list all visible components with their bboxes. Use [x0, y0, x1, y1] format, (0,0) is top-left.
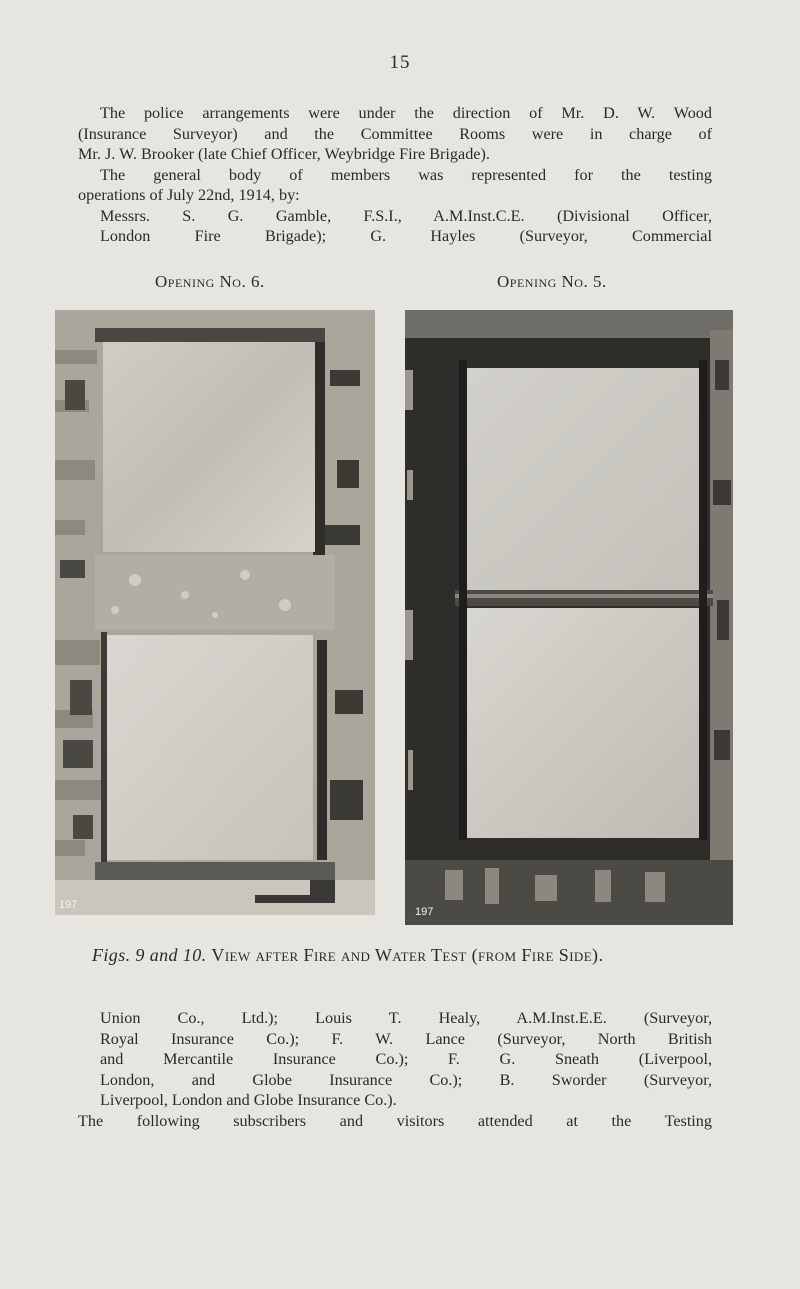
paragraph-3-line-2: London Fire Brigade); G. Hayles (Surveyor, Commercial: [100, 227, 712, 245]
left-plate-number: 197: [59, 899, 78, 911]
right-plate-number: 197: [415, 906, 434, 918]
paragraph-5-line-1: The following subscribers and visitors attended at the Testing: [78, 1111, 712, 1130]
paragraph-1-line-2: (Insurance Surveyor) and the Committee Rooms were in charge of: [78, 124, 712, 143]
paragraph-4-line-3: and Mercantile Insurance Co.); F. G. Sneath (Liverpool,: [100, 1050, 712, 1068]
paragraph-4-line-2: Royal Insurance Co.); F. W. Lance (Surveyor, North British: [100, 1029, 712, 1048]
paragraph-3-line-1: Messrs. S. G. Gamble, F.S.I., A.M.Inst.C.E. (Divisional Officer,: [100, 206, 712, 225]
photo-opening-5-drawing: [405, 310, 733, 925]
photo-opening-5: [405, 310, 733, 925]
left-photo-caption: Opening No. 6.: [155, 272, 265, 291]
paragraph-2-line-1: The general body of members was represented for the testing: [100, 165, 712, 184]
page-number: 15: [389, 52, 411, 73]
figure-caption-prefix: Figs. 9 and 10.: [92, 945, 207, 965]
paragraph-1-line-3: Mr. J. W. Brooker (late Chief Officer, Weybridge Fire Brigade).: [78, 145, 490, 163]
figure-caption-text: View after Fire and Water Test (from Fire Side).: [211, 945, 604, 965]
right-photo-caption: Opening No. 5.: [497, 272, 607, 291]
paragraph-4-line-4: London, and Globe Insurance Co.); B. Sworder (Surveyor,: [100, 1070, 712, 1089]
figure-caption: [92, 945, 732, 966]
paragraph-1-line-1: The police arrangements were under the direction of Mr. D. W. Wood: [100, 104, 712, 122]
top-text: [78, 103, 712, 247]
paragraph-4-line-5: Liverpool, London and Globe Insurance Co.).: [100, 1091, 397, 1109]
paragraph-4-line-1: Union Co., Ltd.); Louis T. Healy, A.M.Inst.E.E. (Surveyor,: [100, 1009, 712, 1027]
bottom-text: [78, 1008, 712, 1131]
photo-opening-6-drawing: [55, 310, 375, 915]
photo-opening-6: [55, 310, 375, 915]
paragraph-2-line-2: operations of July 22nd, 1914, by:: [78, 186, 300, 204]
